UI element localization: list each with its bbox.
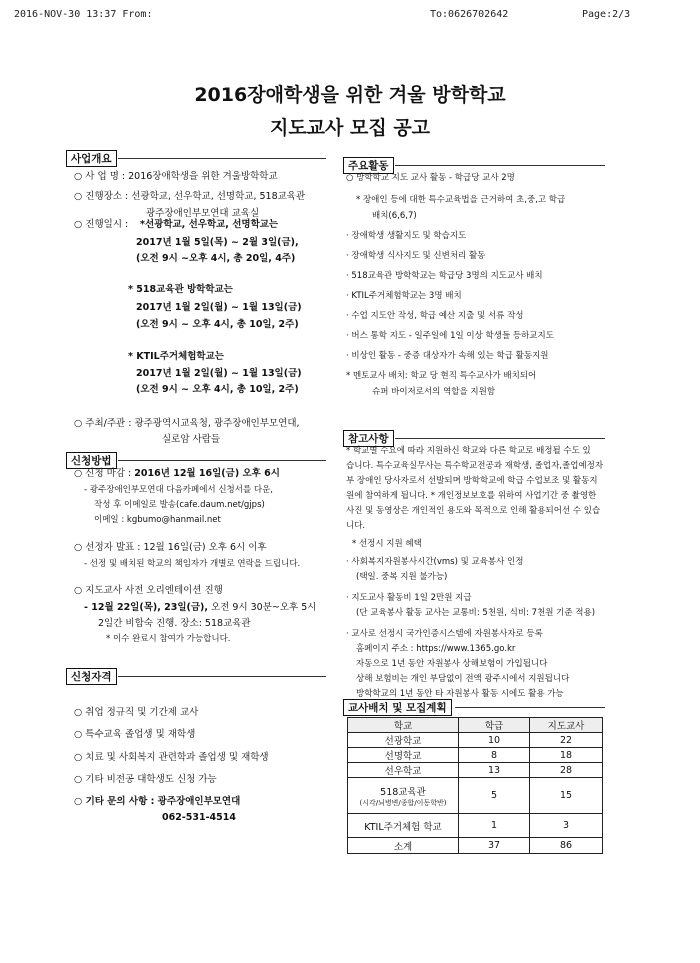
note-line-2: 습니다. 특수교육실무사는 특수학교전공과 재학생, 졸업자,졸업예정자 (346, 461, 604, 471)
project-name: ○ 사 업 명 : 2016장애학생을 위한 겨울방학학교 (74, 171, 278, 182)
duty-summary: ○ 방학학교 지도 교사 활동 - 학급당 교사 2명 (346, 173, 515, 183)
apply-heading: 신청방법 (66, 452, 117, 469)
orientation-title: ○ 지도교사 사전 오리엔테이션 진행 (74, 585, 223, 596)
duty-item-6: · KTIL주거체험학교는 3명 배치 (346, 291, 462, 301)
schedule-group3-time: (오전 9시 ~ 오후 4시, 총 10일, 2주) (136, 384, 299, 395)
header-teachers: 지도교사 (530, 718, 603, 733)
cell-teachers: 18 (530, 748, 603, 763)
benefit-3-url: 홈페이지 주소 : https://www.1365.go.kr (356, 644, 516, 654)
benefit-3: · 교사로 선정시 국가인증시스템에 자원봉사자로 등록 (346, 629, 543, 639)
notes-heading: 참고사항 (343, 430, 394, 447)
venue-line-1: ○ 진행장소 : 선광학교, 선우학교, 선명학교, 518교육관 (74, 191, 306, 202)
cell-school: KTIL주거체험 학교 (348, 814, 459, 838)
duty-item-4: · 장애학생 식사지도 및 신변처리 활동 (346, 251, 486, 261)
duties-heading: 주요활동 (343, 157, 394, 174)
orientation-place: 2일간 비합숙 진행. 장소: 518교육관 (98, 618, 251, 629)
host-line-1: ○ 주최/주관 : 광주광역시교육청, 광주장애인부모연대, (74, 418, 300, 429)
cell-teachers: 86 (530, 838, 603, 854)
notes-divider (395, 438, 605, 439)
apply-step-2: 작성 후 이메일로 발송(cafe.daum.net/gjps) (94, 500, 265, 510)
cell-classes: 1 (459, 814, 530, 838)
duty-item-11: 슈퍼 바이저로서의 역할을 지원함 (372, 387, 496, 397)
cell-teachers: 22 (530, 733, 603, 748)
header-school: 학교 (348, 718, 459, 733)
table-row (348, 763, 603, 778)
cell-school: 선명학교 (348, 748, 459, 763)
cell-school: 소계 (348, 838, 459, 854)
cell-teachers: 15 (530, 778, 603, 814)
apply-deadline (74, 467, 280, 480)
schedule-group3-title: * KTIL주거체험학교는 (128, 351, 224, 362)
schedule-group3-date: 2017년 1월 2일(월) ~ 1월 13일(금) (136, 368, 302, 379)
announce-date: ○ 선정자 발표 : 12월 16일(금) 오후 6시 이후 (74, 542, 267, 553)
duties-divider (395, 165, 605, 166)
contact-info: ○ 기타 문의 사항 : 광주장애인부모연대 (74, 796, 241, 807)
table-heading: 교사배치 및 모집계획 (343, 699, 452, 716)
note-line-5: 사진 및 동영상은 개인적인 용도와 목적으로 인해 활용되어선 수 있습 (346, 506, 601, 516)
duty-item-8: · 버스 통학 지도 - 일주일에 1일 이상 학생들 등하교지도 (346, 331, 554, 341)
page-subtitle: 지도교사 모집 공고 (269, 117, 431, 139)
teacher-allocation-table (347, 717, 603, 854)
table-row (348, 733, 603, 748)
benefit-3-note-2: 상해 보험비는 개인 부담없이 전액 광주시에서 지원됩니다 (356, 674, 570, 684)
orientation-date-bold: - 12월 22일(목), 23일(금), (84, 602, 208, 613)
host-line-2: 실로암 사람들 (162, 434, 221, 445)
schedule-group1-time: (오전 9시 ~오후 4시, 총 20일, 4주) (136, 253, 296, 264)
cell-school (348, 778, 459, 814)
table-total-row (348, 838, 603, 854)
schedule-group1-title: *선광학교, 선우학교, 선명학교는 (140, 219, 279, 230)
apply-deadline-label: ○ 신청 마감 : (74, 468, 135, 479)
schedule-group1-date: 2017년 1월 5일(목) ~ 2월 3일(금), (136, 237, 299, 248)
benefit-3-note-1: 자동으로 1년 동안 자원봉사 상해보험이 가입됩니다 (356, 659, 548, 669)
duty-item-5: · 518교육관 방학학교는 학급당 3명의 지도교사 배치 (346, 271, 543, 281)
qualify-divider (118, 676, 326, 677)
apply-deadline-date: 2016년 12월 16일(금) 오후 6시 (134, 468, 280, 479)
announce-note: - 선정 및 배치된 학교의 책임자가 개별로 연락을 드립니다. (84, 559, 301, 569)
benefit-title: * 선정시 지원 혜택 (352, 539, 422, 549)
cell-teachers: 28 (530, 763, 603, 778)
duty-item-7: · 수업 지도안 작성, 학급 예산 지출 및 서류 작성 (346, 311, 524, 321)
duty-item-9: · 비상인 활동 - 중증 대상자가 속해 있는 학급 활동지원 (346, 351, 549, 361)
apply-step-1: - 광주장애인부모연대 다음카페에서 신청서를 다운, (84, 485, 274, 495)
note-line-1: * 학교별 수요에 따라 지원하신 학교와 다른 학교로 배정될 수도 있 (346, 446, 591, 456)
cell-classes: 10 (459, 733, 530, 748)
cell-classes: 5 (459, 778, 530, 814)
orientation-date-time: 오전 9시 30분~오후 5시 (208, 602, 317, 613)
contact-phone: 062-531-4514 (162, 812, 236, 823)
note-line-4: 원에 참여하게 됩니다. * 개인정보보호를 위하여 사업기간 중 촬영한 (346, 491, 597, 501)
benefit-3-note-3: 방학학교의 1년 동안 타 자원봉사 활동 시에도 활용 가능 (356, 689, 564, 699)
benefit-2-note: (단 교육봉사 활동 교사는 교통비: 5천원, 식비: 7천원 기준 적용) (356, 608, 596, 618)
table-header-row (348, 718, 603, 733)
qualify-item-2: ○ 특수교육 졸업생 및 재학생 (74, 729, 196, 740)
table-row (348, 748, 603, 763)
schedule-group2-title: * 518교육관 방학학교는 (128, 284, 233, 295)
table-row (348, 778, 603, 814)
overview-heading: 사업개요 (66, 150, 117, 167)
table-row (348, 814, 603, 838)
cell-classes: 8 (459, 748, 530, 763)
table-divider (455, 707, 605, 708)
orientation-note: * 이수 완료시 참여가 가능합니다. (106, 634, 231, 644)
schedule-group2-time: (오전 9시 ~ 오후 4시, 총 10일, 2주) (136, 319, 299, 330)
venue-line-2: 광주장애인부모연대 교육실 (146, 208, 260, 219)
cell-school-sub: (시각/뇌병변/종합/이동학반) (359, 798, 447, 807)
qualify-item-3: ○ 치료 및 사회복지 관련학과 졸업생 및 재학생 (74, 752, 269, 763)
apply-divider (118, 460, 326, 461)
apply-email: 이메일 : kgbumo@hanmail.net (94, 515, 221, 525)
cell-school: 선우학교 (348, 763, 459, 778)
note-line-6: 니다. (346, 521, 366, 531)
fax-recipient: To:0626702642 (430, 9, 509, 20)
qualify-item-4: ○ 기타 비전공 대학생도 신청 가능 (74, 774, 217, 785)
fax-page-number: Page:2/3 (582, 9, 631, 20)
cell-school: 선광학교 (348, 733, 459, 748)
duty-item-2: 배치(6,6,7) (372, 211, 417, 221)
header-classes: 학급 (459, 718, 530, 733)
orientation-date (84, 601, 316, 614)
duty-item-1: * 장애인 등에 대한 특수교육법을 근거하여 초,중,고 학급 (356, 195, 566, 205)
duty-item-3: · 장애학생 생활지도 및 학습지도 (346, 231, 467, 241)
qualify-item-1: ○ 취업 정규직 및 기간제 교사 (74, 707, 199, 718)
schedule-group2-date: 2017년 1월 2일(월) ~ 1월 13일(금) (136, 302, 302, 313)
cell-teachers: 3 (530, 814, 603, 838)
qualify-heading: 신청자격 (66, 668, 117, 685)
cell-classes: 13 (459, 763, 530, 778)
cell-classes: 37 (459, 838, 530, 854)
schedule-label: ○ 진행일시 : (74, 219, 129, 230)
cell-school-name: 518교육관 (380, 786, 426, 798)
note-line-3: 부 장애인 당사자로서 선발되며 방학학교에 학급 수업보조 및 활동지 (346, 476, 598, 486)
benefit-1: · 사회복지자원봉사시간(vms) 및 교육봉사 인정 (346, 557, 524, 567)
duty-item-10: * 멘토교사 배치: 학교 당 현직 특수교사가 배치되어 (346, 371, 537, 381)
fax-sender-info: 2016-NOV-30 13:37 From: (14, 9, 153, 20)
page-title: 2016장애학생을 위한 겨울 방학학교 (194, 84, 506, 106)
benefit-1-note: (택일. 중복 지원 불가능) (356, 572, 448, 582)
overview-divider (118, 158, 326, 159)
benefit-2: · 지도교사 활동비 1일 2만원 지급 (346, 593, 472, 603)
